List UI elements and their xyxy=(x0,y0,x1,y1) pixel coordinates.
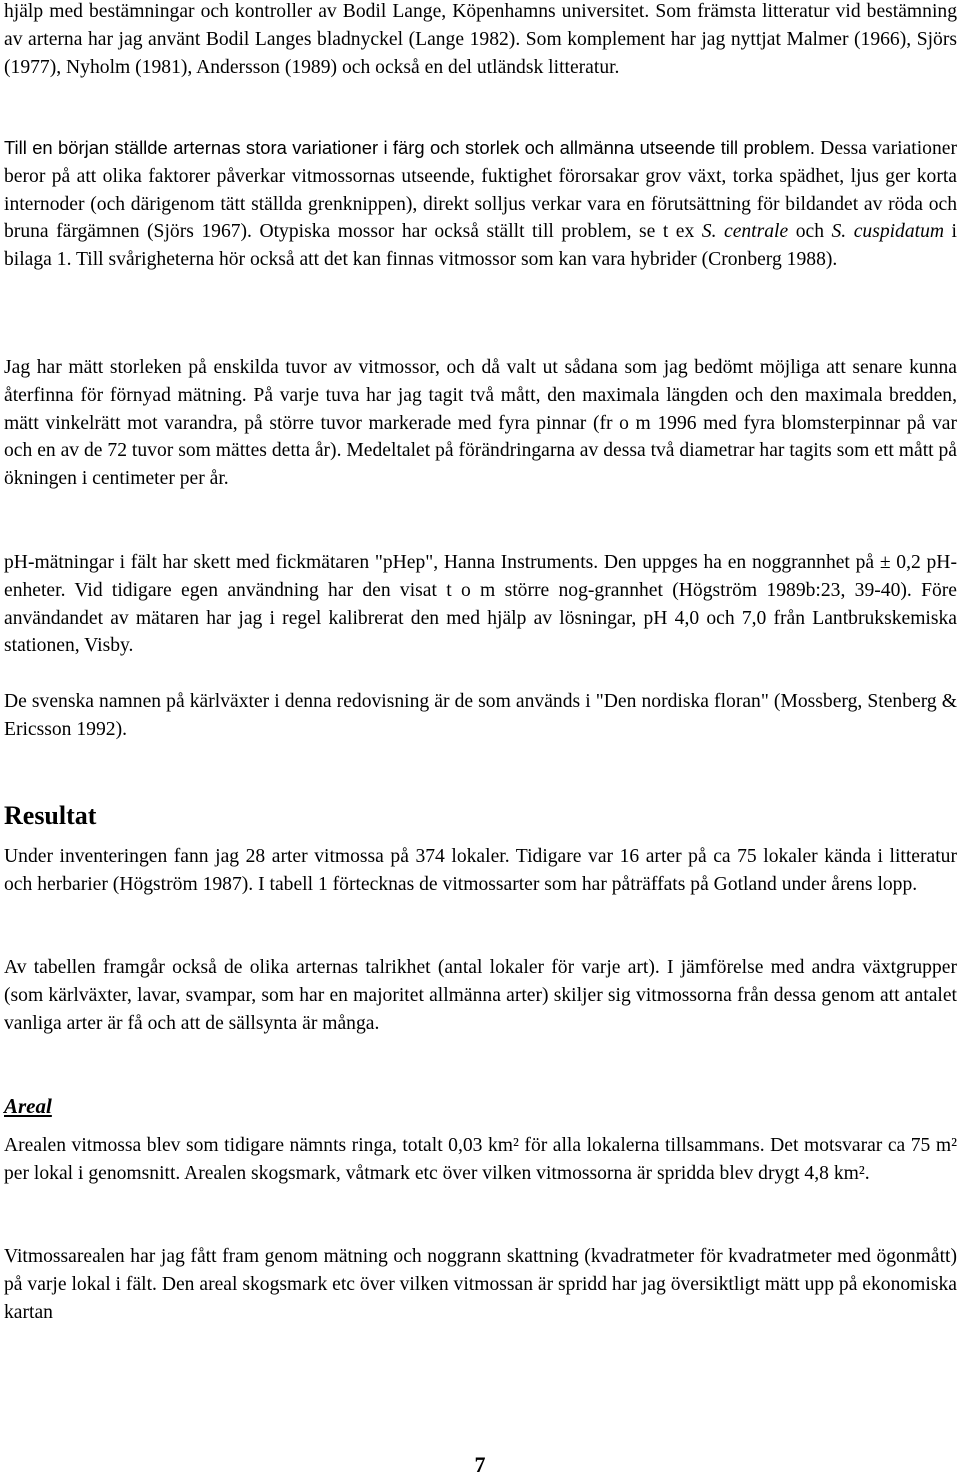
paragraph-plant-names xyxy=(4,688,957,744)
paragraph-species-frequency xyxy=(4,954,957,1037)
paragraph-text: Jag har mätt storleken på enskilda tuvor av vitmossor, och då valt ut sådana som jag bedömt möjliga att senare kunna återfinna för förnyad mätning. På varje tuva har jag tagit två mått, den maximala längden och den maximala bredden, mätt vinkelrätt mot varandra, på större tuvor markerade med fyra pinnar (fr o m 1996 med fyra blomsterpinnar på var och en av de 72 tuvor som mättes detta år). Medeltalet på förändringarna av dessa två diametrar har tagits som ett mått på ökningen i centimeter per år. xyxy=(4,357,957,490)
paragraph-identification-literature xyxy=(4,0,957,81)
species-name: S. cuspidatum xyxy=(831,221,945,243)
paragraph-area-totals xyxy=(4,1132,957,1188)
page-number: 7 xyxy=(474,1452,486,1477)
species-name: S. centrale xyxy=(701,221,789,243)
heading-text: Resultat xyxy=(4,801,97,830)
paragraph-text: De svenska namnen på kärlväxter i denna redovisning är de som används i "Den nordiska floran" (Mossberg, Stenberg & Ericsson 1992). xyxy=(4,691,957,740)
section-heading-resultat xyxy=(4,800,957,832)
conjunction-text: och xyxy=(788,221,832,243)
heading-text: Areal xyxy=(4,1094,52,1118)
paragraph-text: Dessa variationer beror på att olika faktorer påverkar vitmossornas utseende, fuktighet förorsakar grov växt, torka spädhet, ljus ger korta internoder (och därigenom tätt ställda grenknippen), direkt solljus verkar vara en förutsättning för bildandet av röda och bruna färgämnen (Sjörs 1967). Otypiska mossor har också ställt till problem, se t ex xyxy=(4,138,958,243)
paragraph-inventory-results xyxy=(4,843,957,899)
paragraph-variation-problems xyxy=(4,134,957,274)
paragraph-text: i bilaga 1. Till svårigheterna hör också att det kan finnas vitmossor som kan vara hybrider (Cronberg 1988). xyxy=(4,221,957,271)
paragraph-text: Under inventeringen fann jag 28 arter vitmossa på 374 lokaler. Tidigare var 16 arter på ca 75 lokaler kända i litteratur och herbarier (Högström 1987). I tabell 1 förtecknas de vitmossarter som har påträffats på Gotland under årens lopp. xyxy=(4,846,957,895)
paragraph-text: Vitmossarealen har jag fått fram genom mätning och noggrann skattning (kvadratmeter för kvadratmeter med ögonmått) på varje lokal i fält. Den areal skogsmark etc över vilken vitmossan är spridd har jag översiktligt mätt upp på ekonomiska kartan xyxy=(4,1246,957,1323)
paragraph-ph-measurement xyxy=(4,549,957,660)
paragraph-area-method xyxy=(4,1243,957,1326)
paragraph-text: hjälp med bestämningar och kontroller av Bodil Lange, Köpenhamns universitet. Som främsta litteratur vid bestämning av arterna har jag använt Bodil Langes bladnyckel (Lange 1982). Som komplement har jag nyttjat Malmer (1966), Sjörs (1977), Nyholm (1981), Andersson (1989) och också en del utländsk litteratur. xyxy=(4,1,957,78)
paragraph-text: pH-mätningar i fält har skett med fickmätaren "pHep", Hanna Instruments. Den uppges ha en noggrannhet på ± 0,2 pH-enheter. Vid tidigare egen användning har den visat t o m större nog-grannhet (Högström 1989b:23, 39-40). Före användandet av mätaren har jag i regel kalibrerat den med hjälp av lösningar, pH 4,0 och 7,0 från Lantbrukskemiska stationen, Visby. xyxy=(4,552,957,657)
paragraph-tuft-measurement xyxy=(4,354,957,493)
paragraph-text: Arealen vitmossa blev som tidigare nämnts ringa, totalt 0,03 km² för alla lokalerna tillsammans. Det motsvarar ca 75 m² per lokal i genomsnitt. Arealen skogsmark, våtmark etc över vilken vitmossorna är spridda blev drygt 4,8 km². xyxy=(4,1135,957,1184)
paragraph-lead-sentence: Till en början ställde arternas stora variationer i färg och storlek och allmänna utseende till problem. xyxy=(4,137,815,158)
section-heading-areal xyxy=(4,1092,957,1120)
paragraph-text: Av tabellen framgår också de olika arternas talrikhet (antal lokaler för varje art). I jämförelse med andra växtgrupper (som kärlväxter, lavar, svampar, som har en majoritet allmänna arter) skiljer sig vitmossorna från dessa genom att antalet vanliga arter är få och att de sällsynta är många. xyxy=(4,957,957,1034)
